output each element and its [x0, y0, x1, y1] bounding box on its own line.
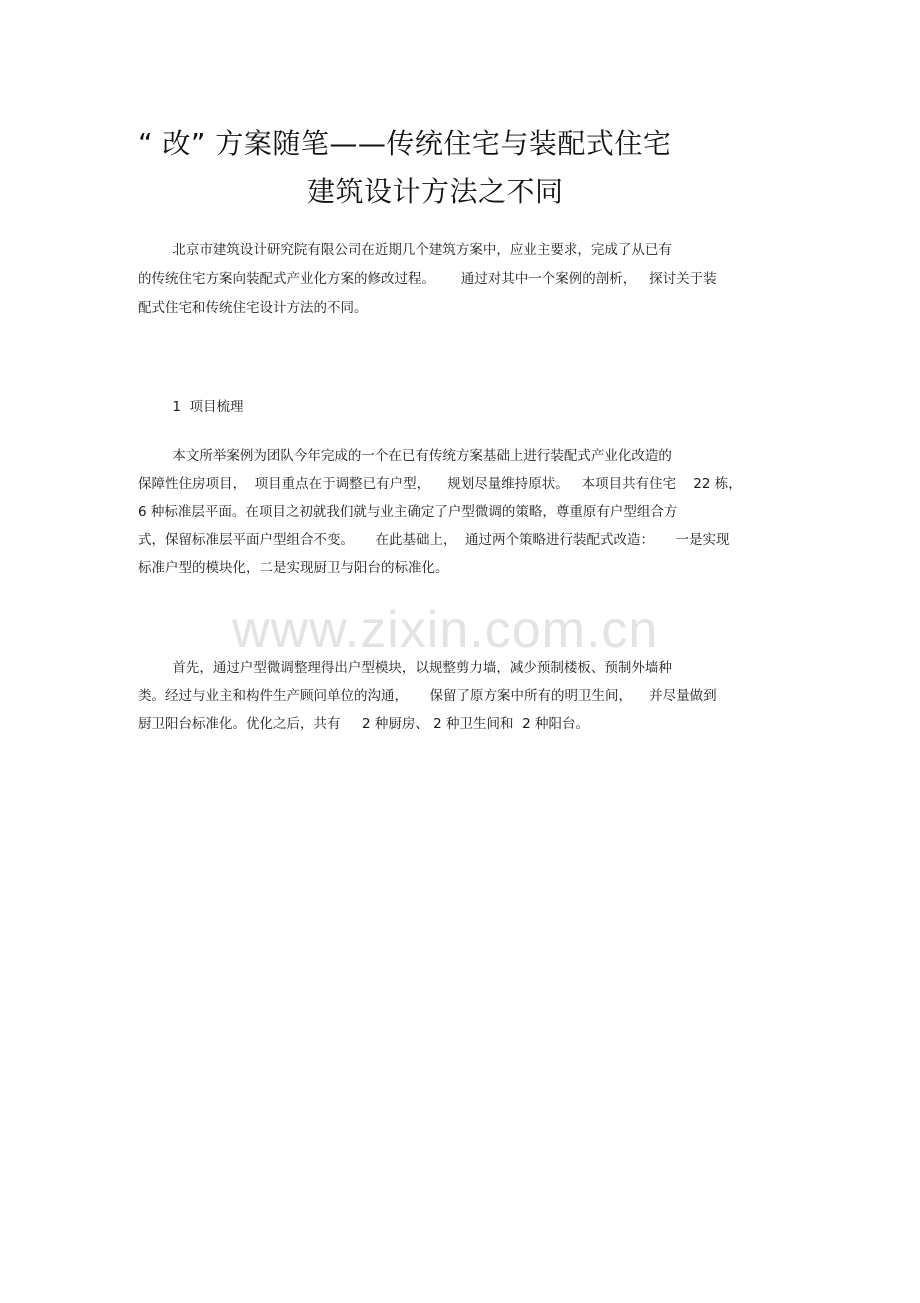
text-line: 类。经过与业主和构件生产顾问单位的沟通， 保留了原方案中所有的明卫生间， 并尽量做到 — [138, 688, 717, 704]
text-line: 式，保留标准层平面户型组合不变。 在此基础上， 通过两个策略进行装配式改造： 一是实现 — [138, 532, 730, 548]
text-line: 标准户型的模块化，二是实现厨卫与阳台的标准化。 — [138, 560, 449, 576]
text-line: 配式住宅和传统住宅设计方法的不同。 — [138, 300, 368, 316]
document-title-line-2: 建筑设计方法之不同 — [307, 175, 564, 208]
text-line: 北京市建筑设计研究院有限公司在近期几个建筑方案中，应业主要求，完成了从已有 — [138, 242, 672, 258]
text-line: 首先，通过户型微调整理得出户型模块，以规整剪力墙，减少预制楼板、预制外墙种 — [138, 660, 672, 676]
text-line: 的传统住宅方案向装配式产业化方案的修改过程。 通过对其中一个案例的剖析， 探讨关于装 — [138, 271, 717, 287]
text-line: 本文所举案例为团队今年完成的一个在已有传统方案基础上进行装配式产业化改造的 — [138, 448, 672, 464]
text-line: 6 种标准层平面。在项目之初就我们就与业主确定了户型微调的策略，尊重原有户型组合方 — [138, 504, 678, 520]
text-line: 厨卫阳台标准化。优化之后，共有 2 种厨房、 2 种卫生间和 2 种阳台。 — [138, 716, 589, 732]
text-line: 保障性住房项目， 项目重点在于调整已有户型， 规划尽量维持原状。 本项目共有住宅 22 栋， — [138, 476, 742, 492]
watermark: www.zixin.com.cn — [232, 601, 659, 659]
section-heading: 1 项目梳理 — [138, 399, 244, 415]
document-title-line-1: “ 改” 方案随笔——传统住宅与装配式住宅 — [138, 127, 672, 160]
